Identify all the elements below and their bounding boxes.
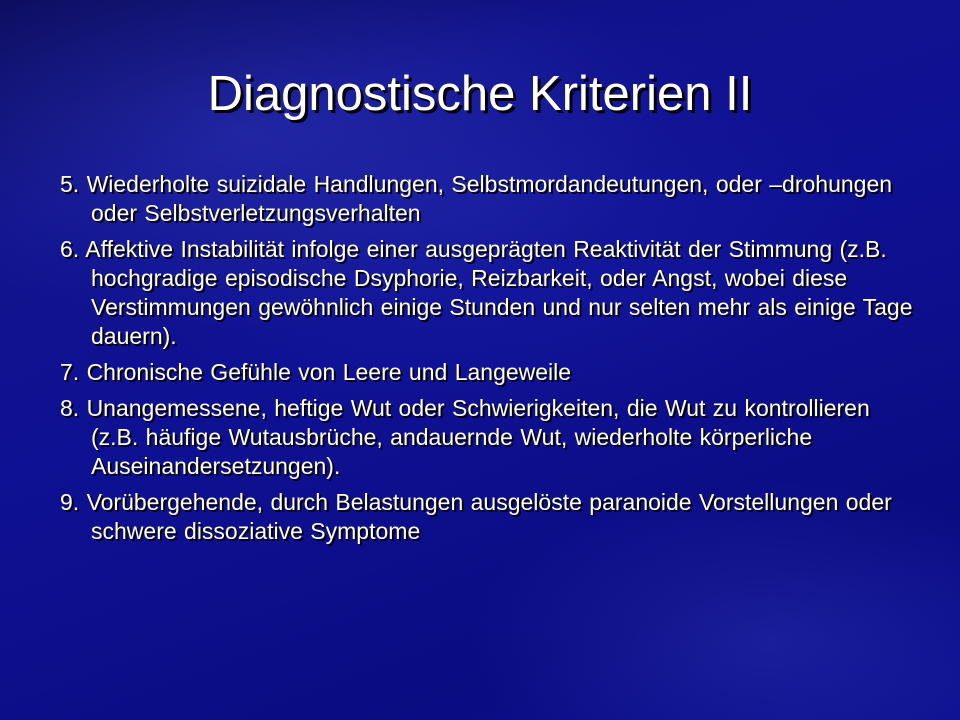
criterion-7: 7. Chronische Gefühle von Leere und Langeweile bbox=[60, 359, 572, 385]
criterion-8: 8. Unangemessene, heftige Wut oder Schwierigkeiten, die Wut zu kontrollieren (z.B. häufige Wutausbrüche, andauernde Wut, wiederholte körperliche Auseinandersetzungen). bbox=[60, 395, 870, 479]
criterion-5: 5. Wiederholte suizidale Handlungen, Selbstmordandeutungen, oder –drohungen oder Selbstverletzungsverhalten bbox=[60, 171, 893, 226]
slide-title: Diagnostische Kriterien II bbox=[207, 67, 753, 121]
criteria-list bbox=[60, 170, 920, 553]
criterion-6: 6. Affektive Instabilität infolge einer ausgeprägten Reaktivität der Stimmung (z.B. hochgradige episodische Dsyphorie, Reizbarkeit, oder Angst, wobei diese Verstimmungen gewöhnlich einige Stunden und nur selten mehr als einige Tage dauern). bbox=[60, 236, 913, 349]
criterion-9: 9. Vorübergehende, durch Belastungen ausgelöste paranoide Vorstellungen oder schwere dissoziative Symptome bbox=[60, 489, 892, 544]
